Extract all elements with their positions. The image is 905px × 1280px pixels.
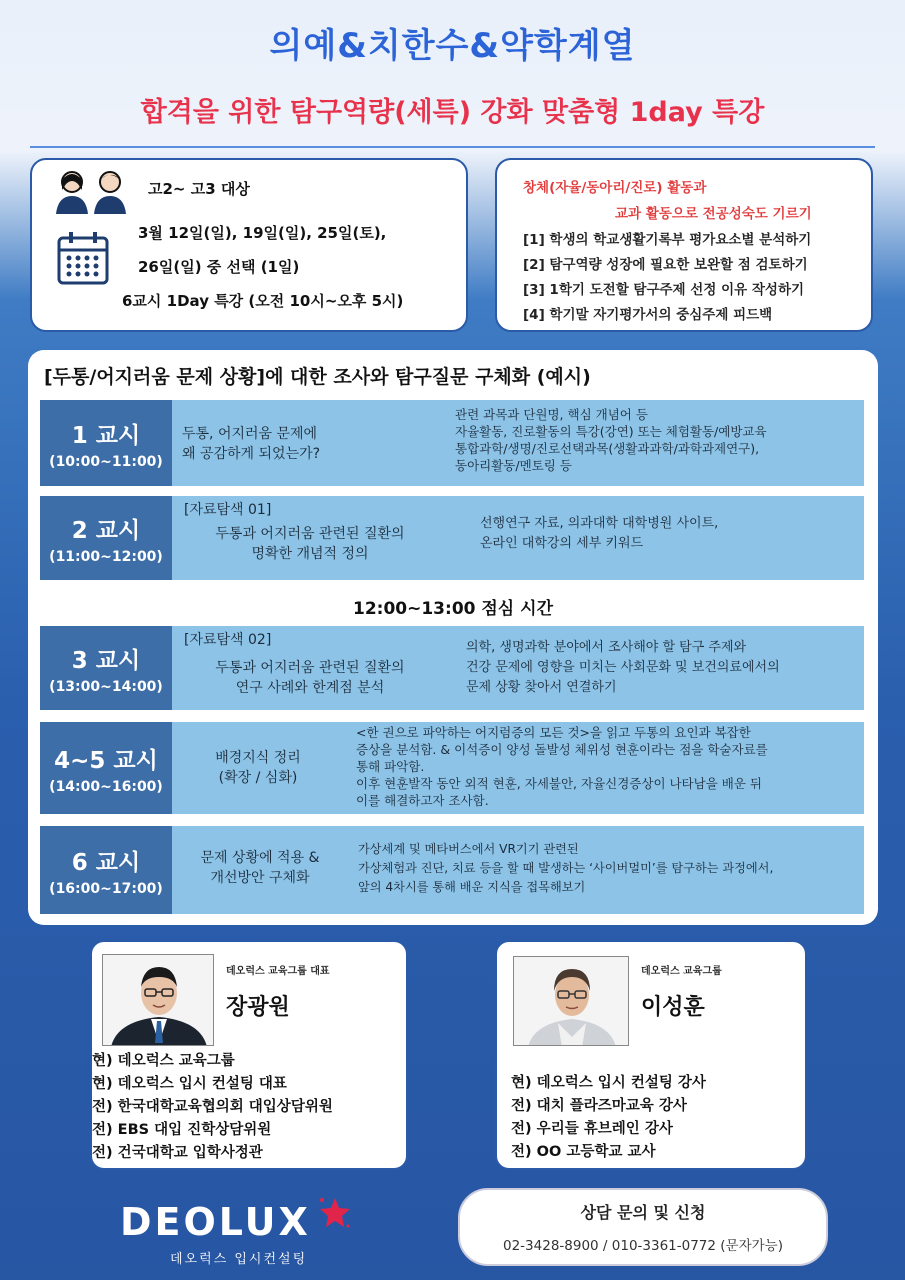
students-icon bbox=[52, 168, 132, 214]
period-number: 2 교시 bbox=[71, 517, 141, 544]
info-card bbox=[30, 158, 468, 332]
period-row bbox=[40, 826, 864, 914]
activity-item: [3] 1학기 도전할 탐구주제 선정 이유 작성하기 bbox=[523, 282, 805, 298]
period-topic: 배경지식 정리 (확장 / 심화) bbox=[215, 750, 301, 786]
period-label bbox=[40, 626, 172, 710]
instructor-card bbox=[495, 940, 807, 1170]
activities-card bbox=[495, 158, 873, 332]
instructor-career: 현) 데오럭스 입시 컨설팅 강사 전) 대치 플라즈마교육 강사 전) 우리들 휴브레인 강사 전) OO 고등학교 교사 bbox=[511, 1075, 706, 1160]
period-number: 3 교시 bbox=[71, 647, 141, 674]
instructor-org: 데오럭스 교육그룹 bbox=[641, 966, 722, 977]
header-divider bbox=[30, 146, 875, 148]
contact-title: 상담 문의 및 신청 bbox=[580, 1203, 706, 1222]
period-tag: [자료탐색 02] bbox=[184, 632, 272, 648]
brand-subtitle: 데오럭스 입시컨설팅 bbox=[170, 1252, 308, 1267]
period-tag: [자료탐색 01] bbox=[184, 502, 272, 518]
activity-item: [4] 학기말 자기평가서의 중심주제 피드백 bbox=[523, 307, 773, 323]
period-label bbox=[40, 400, 172, 486]
instructor-photo bbox=[513, 956, 629, 1046]
brand-logo: DEOLUX bbox=[120, 1200, 311, 1244]
period-label bbox=[40, 722, 172, 814]
lunch-break: 12:00~13:00 점심 시간 bbox=[353, 599, 553, 619]
activities-heading2: 교과 활동으로 전공성숙도 기르기 bbox=[615, 206, 812, 222]
period-time: (10:00~11:00) bbox=[49, 453, 163, 470]
period-row bbox=[40, 626, 864, 710]
period-desc: <한 권으로 파악하는 어지럼증의 모든 것>을 읽고 두통의 요인과 복잡한 증상을 분석함. & 이석증이 양성 돌발성 체위성 현훈이라는 점을 학술자료를 통해 파악함. 이후 현훈발작 동안 외적 현훈, 자세불안, 자율신경증상이 나타남을 배운 뒤 이를 해결하고자 조사함. bbox=[356, 725, 768, 808]
instructor-name: 이성훈 bbox=[641, 995, 705, 1020]
instructor-org: 데오럭스 교육그룹 대표 bbox=[226, 966, 330, 977]
period-number: 1 교시 bbox=[71, 422, 141, 449]
period-row bbox=[40, 722, 864, 814]
period-row bbox=[40, 496, 864, 580]
period-number: 4~5 교시 bbox=[54, 747, 158, 774]
period-time: (11:00~12:00) bbox=[49, 548, 163, 565]
period-row bbox=[40, 400, 864, 486]
star-icon bbox=[318, 1196, 352, 1230]
instructor-card bbox=[90, 940, 408, 1170]
period-desc: 관련 과목과 단원명, 핵심 개념어 등 자율활동, 진로활동의 특강(강연) 또는 체험활동/예방교육 통합과학/생명/진로선택과목(생활과과학/과학과제연구), 동아리활동/멘토링 등 bbox=[455, 407, 767, 473]
period-time: (14:00~16:00) bbox=[49, 778, 163, 795]
period-time: (13:00~14:00) bbox=[49, 678, 163, 695]
contact-bubble bbox=[458, 1188, 828, 1266]
period-topic: 두통, 어지러움 문제에 왜 공감하게 되었는가? bbox=[182, 426, 321, 462]
period-desc: 의학, 생명과학 분야에서 조사해야 할 탐구 주제와 건강 문제에 영향을 미치는 사회문화 및 보건의료에서의 문제 상황 찾아서 연결하기 bbox=[466, 640, 780, 695]
sub-title: 합격을 위한 탐구역량(세특) 강화 맞춤형 1day 특강 bbox=[140, 97, 765, 128]
period-desc: 가상세계 및 메타버스에서 VR기기 관련된 가상체험과 진단, 치료 등을 할 때 발생하는 ‘사이버멀미’를 탐구하는 과정에서, 앞의 4차시를 통해 배운 지식을 접목해보기 bbox=[358, 842, 774, 894]
schedule-text: 6교시 1Day 특강 (오전 10시~오후 5시) bbox=[122, 292, 404, 310]
period-desc: 선행연구 자료, 의과대학 대학병원 사이트, 온라인 대학강의 세부 키워드 bbox=[480, 516, 719, 551]
main-title: 의예&치한수&약학계열 bbox=[269, 26, 636, 66]
instructor-career: 현) 데오럭스 교육그룹 현) 데오럭스 입시 컨설팅 대표 전) 한국대학교육협의회 대입상담위원 전) EBS 대입 진학상담위원 전) 건국대학교 입학사정관 bbox=[92, 1053, 333, 1161]
instructor-name: 장광원 bbox=[226, 995, 290, 1020]
instructor-photo bbox=[102, 954, 214, 1046]
dates-line1: 3월 12일(일), 19일(일), 25일(토), bbox=[138, 224, 387, 242]
period-label bbox=[40, 496, 172, 580]
curriculum-title: [두통/어지러움 문제 상황]에 대한 조사와 탐구질문 구체화 (예시) bbox=[44, 366, 591, 388]
activity-item: [1] 학생의 학교생활기록부 평가요소별 분석하기 bbox=[523, 232, 812, 248]
period-topic: 두통과 어지러움 관련된 질환의 명확한 개념적 정의 bbox=[215, 526, 405, 562]
period-topic: 문제 상황에 적용 & 개선방안 구체화 bbox=[200, 850, 320, 886]
activity-item: [2] 탐구역량 성장에 필요한 보완할 점 검토하기 bbox=[523, 257, 808, 273]
curriculum-card bbox=[28, 350, 878, 925]
target-text: 고2~ 고3 대상 bbox=[148, 180, 250, 198]
contact-phone[interactable]: 02-3428-8900 / 010-3361-0772 (문자가능) bbox=[503, 1238, 783, 1254]
activities-heading1: 창체(자율/동아리/진로) 활동과 bbox=[523, 180, 707, 196]
dates-line2: 26일(일) 중 선택 (1일) bbox=[138, 258, 300, 276]
period-number: 6 교시 bbox=[71, 849, 141, 876]
period-topic: 두통과 어지러움 관련된 질환의 연구 사례와 한계점 분석 bbox=[215, 660, 405, 696]
period-label bbox=[40, 826, 172, 914]
calendar-icon bbox=[56, 230, 110, 286]
period-time: (16:00~17:00) bbox=[49, 880, 163, 897]
